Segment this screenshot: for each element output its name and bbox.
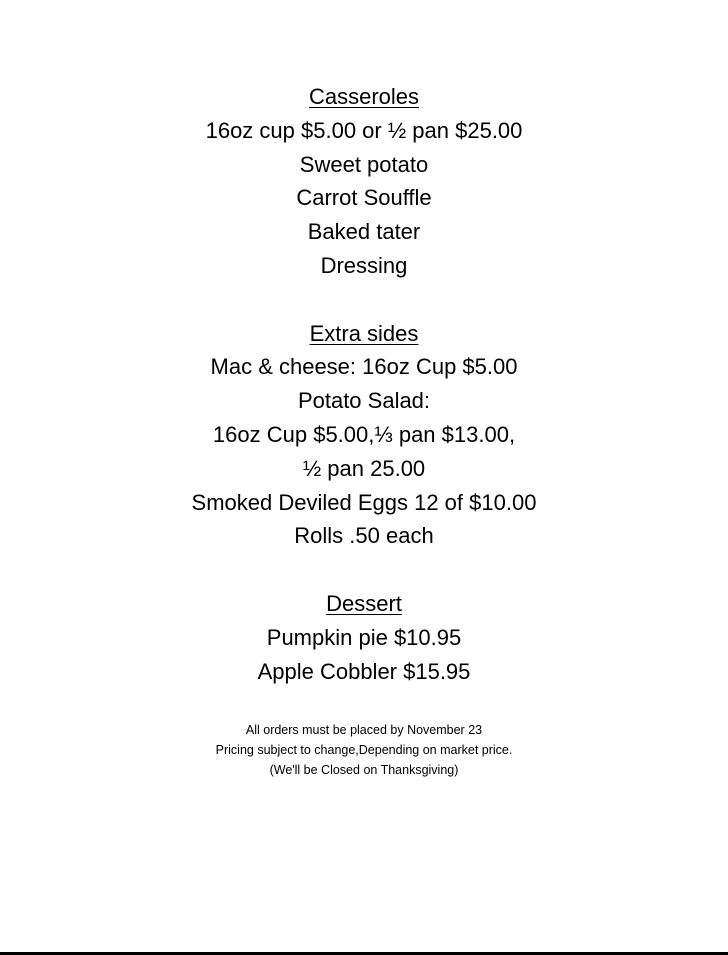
menu-item: Dressing — [320, 252, 408, 278]
menu-item: Apple Cobbler $15.95 — [257, 658, 471, 684]
menu-item: Smoked Deviled Eggs 12 of $10.00 — [191, 489, 537, 515]
menu-item: Potato Salad: — [297, 388, 431, 414]
section-spacer — [0, 553, 728, 587]
menu-item: 16oz Cup $5.00,⅓ pan $13.00, — [212, 421, 516, 447]
menu-body — [0, 80, 728, 688]
menu-item: Carrot Souffle — [296, 185, 432, 211]
menu-item: Baked tater — [307, 219, 421, 245]
closure-note: (We'll be Closed on Thanksgiving) — [269, 763, 459, 777]
extra-sides-heading: Extra sides — [309, 320, 419, 346]
menu-item: Sweet potato — [299, 151, 429, 177]
casseroles-price-line: 16oz cup $5.00 or ½ pan $25.00 — [205, 117, 523, 143]
section-spacer — [0, 283, 728, 317]
order-deadline-note: All orders must be placed by November 23 — [245, 723, 483, 737]
menu-item: Pumpkin pie $10.95 — [266, 624, 462, 650]
menu-item: Rolls .50 each — [294, 523, 434, 549]
menu-item: Mac & cheese: 16oz Cup $5.00 — [210, 354, 518, 380]
pricing-note: Pricing subject to change,Depending on market price. — [215, 743, 513, 757]
casseroles-heading: Casseroles — [308, 84, 420, 109]
menu-item: ½ pan 25.00 — [302, 455, 426, 481]
dessert-heading: Dessert — [326, 590, 402, 616]
order-notes — [0, 720, 728, 780]
